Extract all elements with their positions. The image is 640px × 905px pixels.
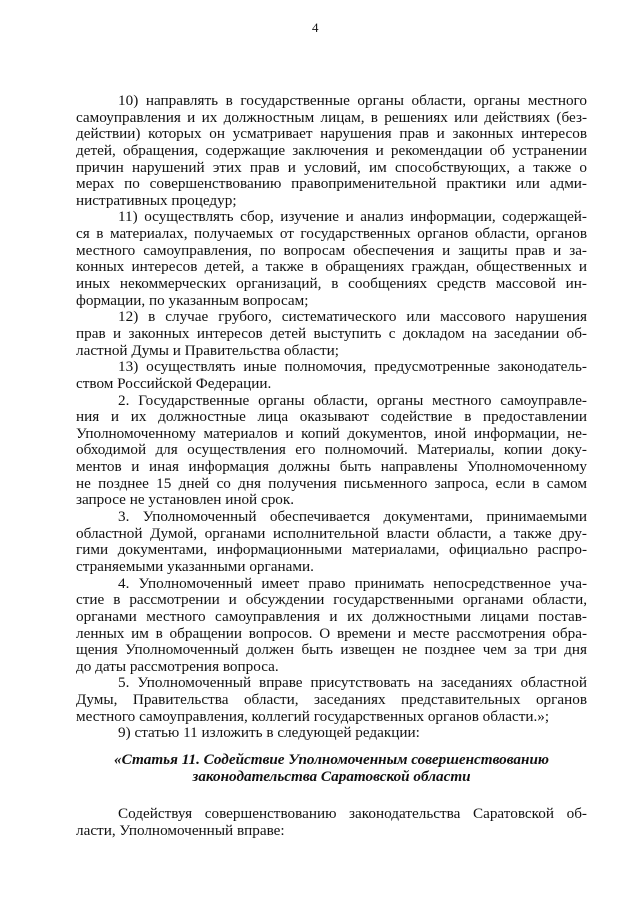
paragraph (76, 725, 587, 742)
text-line: 4. Уполномоченный имеет право принимать непосредственное уча- (118, 574, 587, 592)
paragraph (76, 675, 587, 725)
text-line: 10) направлять в государственные органы области, органы местного (118, 92, 587, 109)
text-line: обходимой для осуществления его полномочий. Материалы, копии доку- (76, 441, 587, 459)
text-line: детей, обращения, содержащие заключения и рекомендации об устранении (76, 141, 587, 159)
text-line: органами местного самоуправления и их должностными лицами постав- (76, 607, 587, 625)
text-line: «Статья 11. Содействие Уполномоченным совершенствованию (114, 751, 549, 768)
paragraph (76, 309, 587, 359)
text-line: ством Российской Федерации. (76, 374, 272, 392)
text-line: действии) которых он усматривает нарушения прав и законных интересов (76, 125, 587, 143)
text-line: местного самоуправления, коллегий государственных органов области.»; (76, 707, 550, 725)
text-line: 13) осуществлять иные полномочия, предусмотренные законодатель- (118, 358, 587, 376)
text-line: 3. Уполномоченный обеспечивается документами, принимаемыми (118, 508, 587, 526)
article-title (76, 752, 587, 785)
text-line: гими документами, информационными материалами, официально распро- (76, 541, 587, 559)
text-line: Думы, Правительства области, заседаниях представительных органов (76, 691, 587, 709)
text-line: 5. Уполномоченный вправе присутствовать на заседаниях областной (118, 674, 587, 692)
text-line: 11) осуществлять сбор, изучение и анализ информации, содержащей- (118, 208, 587, 226)
paragraph (76, 393, 587, 509)
text-line: Уполномоченному материалов и копий документов, иной информации, не- (76, 424, 587, 442)
text-line: ния и их должностные лица оказывают содействие в предоставлении (76, 408, 587, 426)
text-line: 9) статью 11 изложить в следующей редакции: (118, 724, 420, 742)
paragraph (76, 576, 587, 676)
paragraph (76, 359, 587, 392)
body-text (76, 93, 587, 742)
paragraph (76, 509, 587, 576)
text-line: нистративных процедур; (76, 191, 237, 209)
text-line: формации, по указанным вопросам; (76, 291, 309, 309)
text-line: страняемыми указанными органами. (76, 557, 314, 575)
text-line: до даты рассмотрения вопроса. (76, 657, 279, 675)
text-line: самоуправления и их должностным лицам, в решениях или действиях (без- (76, 108, 587, 126)
page-number: 4 (312, 20, 319, 35)
paragraph (76, 209, 587, 309)
text-line: ментов и иная информация должны быть направлены Уполномоченному (76, 458, 587, 476)
text-line: 12) в случае грубого, систематического или массового нарушения (118, 308, 587, 326)
text-line: причин нарушений этих прав и условий, им способствующих, а также о (76, 158, 587, 176)
text-line: ся в материалах, получаемых от государственных органов области, органов (76, 225, 587, 243)
text-line: 2. Государственные органы области, органы местного самоуправле- (118, 391, 587, 409)
text-line: областной Думой, органами исполнительной власти области, а также дру- (76, 524, 587, 542)
paragraph (76, 93, 587, 209)
text-line: конных интересов детей, а также в обращениях граждан, общественных и (76, 258, 587, 276)
closing-paragraph (76, 806, 587, 839)
text-line: иных некоммерческих организаций, в сообщениях средств массовой ин- (76, 275, 587, 293)
text-line: запросе не установлен иной срок. (76, 491, 295, 509)
text-line: ластной Думы и Правительства области; (76, 341, 339, 359)
text-line: стие в рассмотрении и обсуждении государственными органами области, (76, 591, 587, 609)
text-line: местного самоуправления, по вопросам обеспечения и защиты прав и за- (76, 241, 587, 259)
text-line: законодательства Саратовской области (192, 767, 471, 785)
text-line: ласти, Уполномоченный вправе: (76, 821, 285, 839)
text-line: щения Уполномоченный должен быть извещен не позднее чем за три дня (76, 641, 587, 659)
text-line: ленных им в обращении вопросов. О времени и месте рассмотрения обра- (76, 624, 587, 642)
text-line: прав и законных интересов детей выступить с докладом на заседании об- (76, 324, 587, 342)
text-line: мерах по совершенствованию правоприменительной практики или адми- (76, 175, 587, 193)
text-line: не позднее 15 дней со дня получения письменного запроса, если в самом (76, 474, 587, 492)
text-line: Содействуя совершенствованию законодательства Саратовской об- (118, 805, 587, 822)
